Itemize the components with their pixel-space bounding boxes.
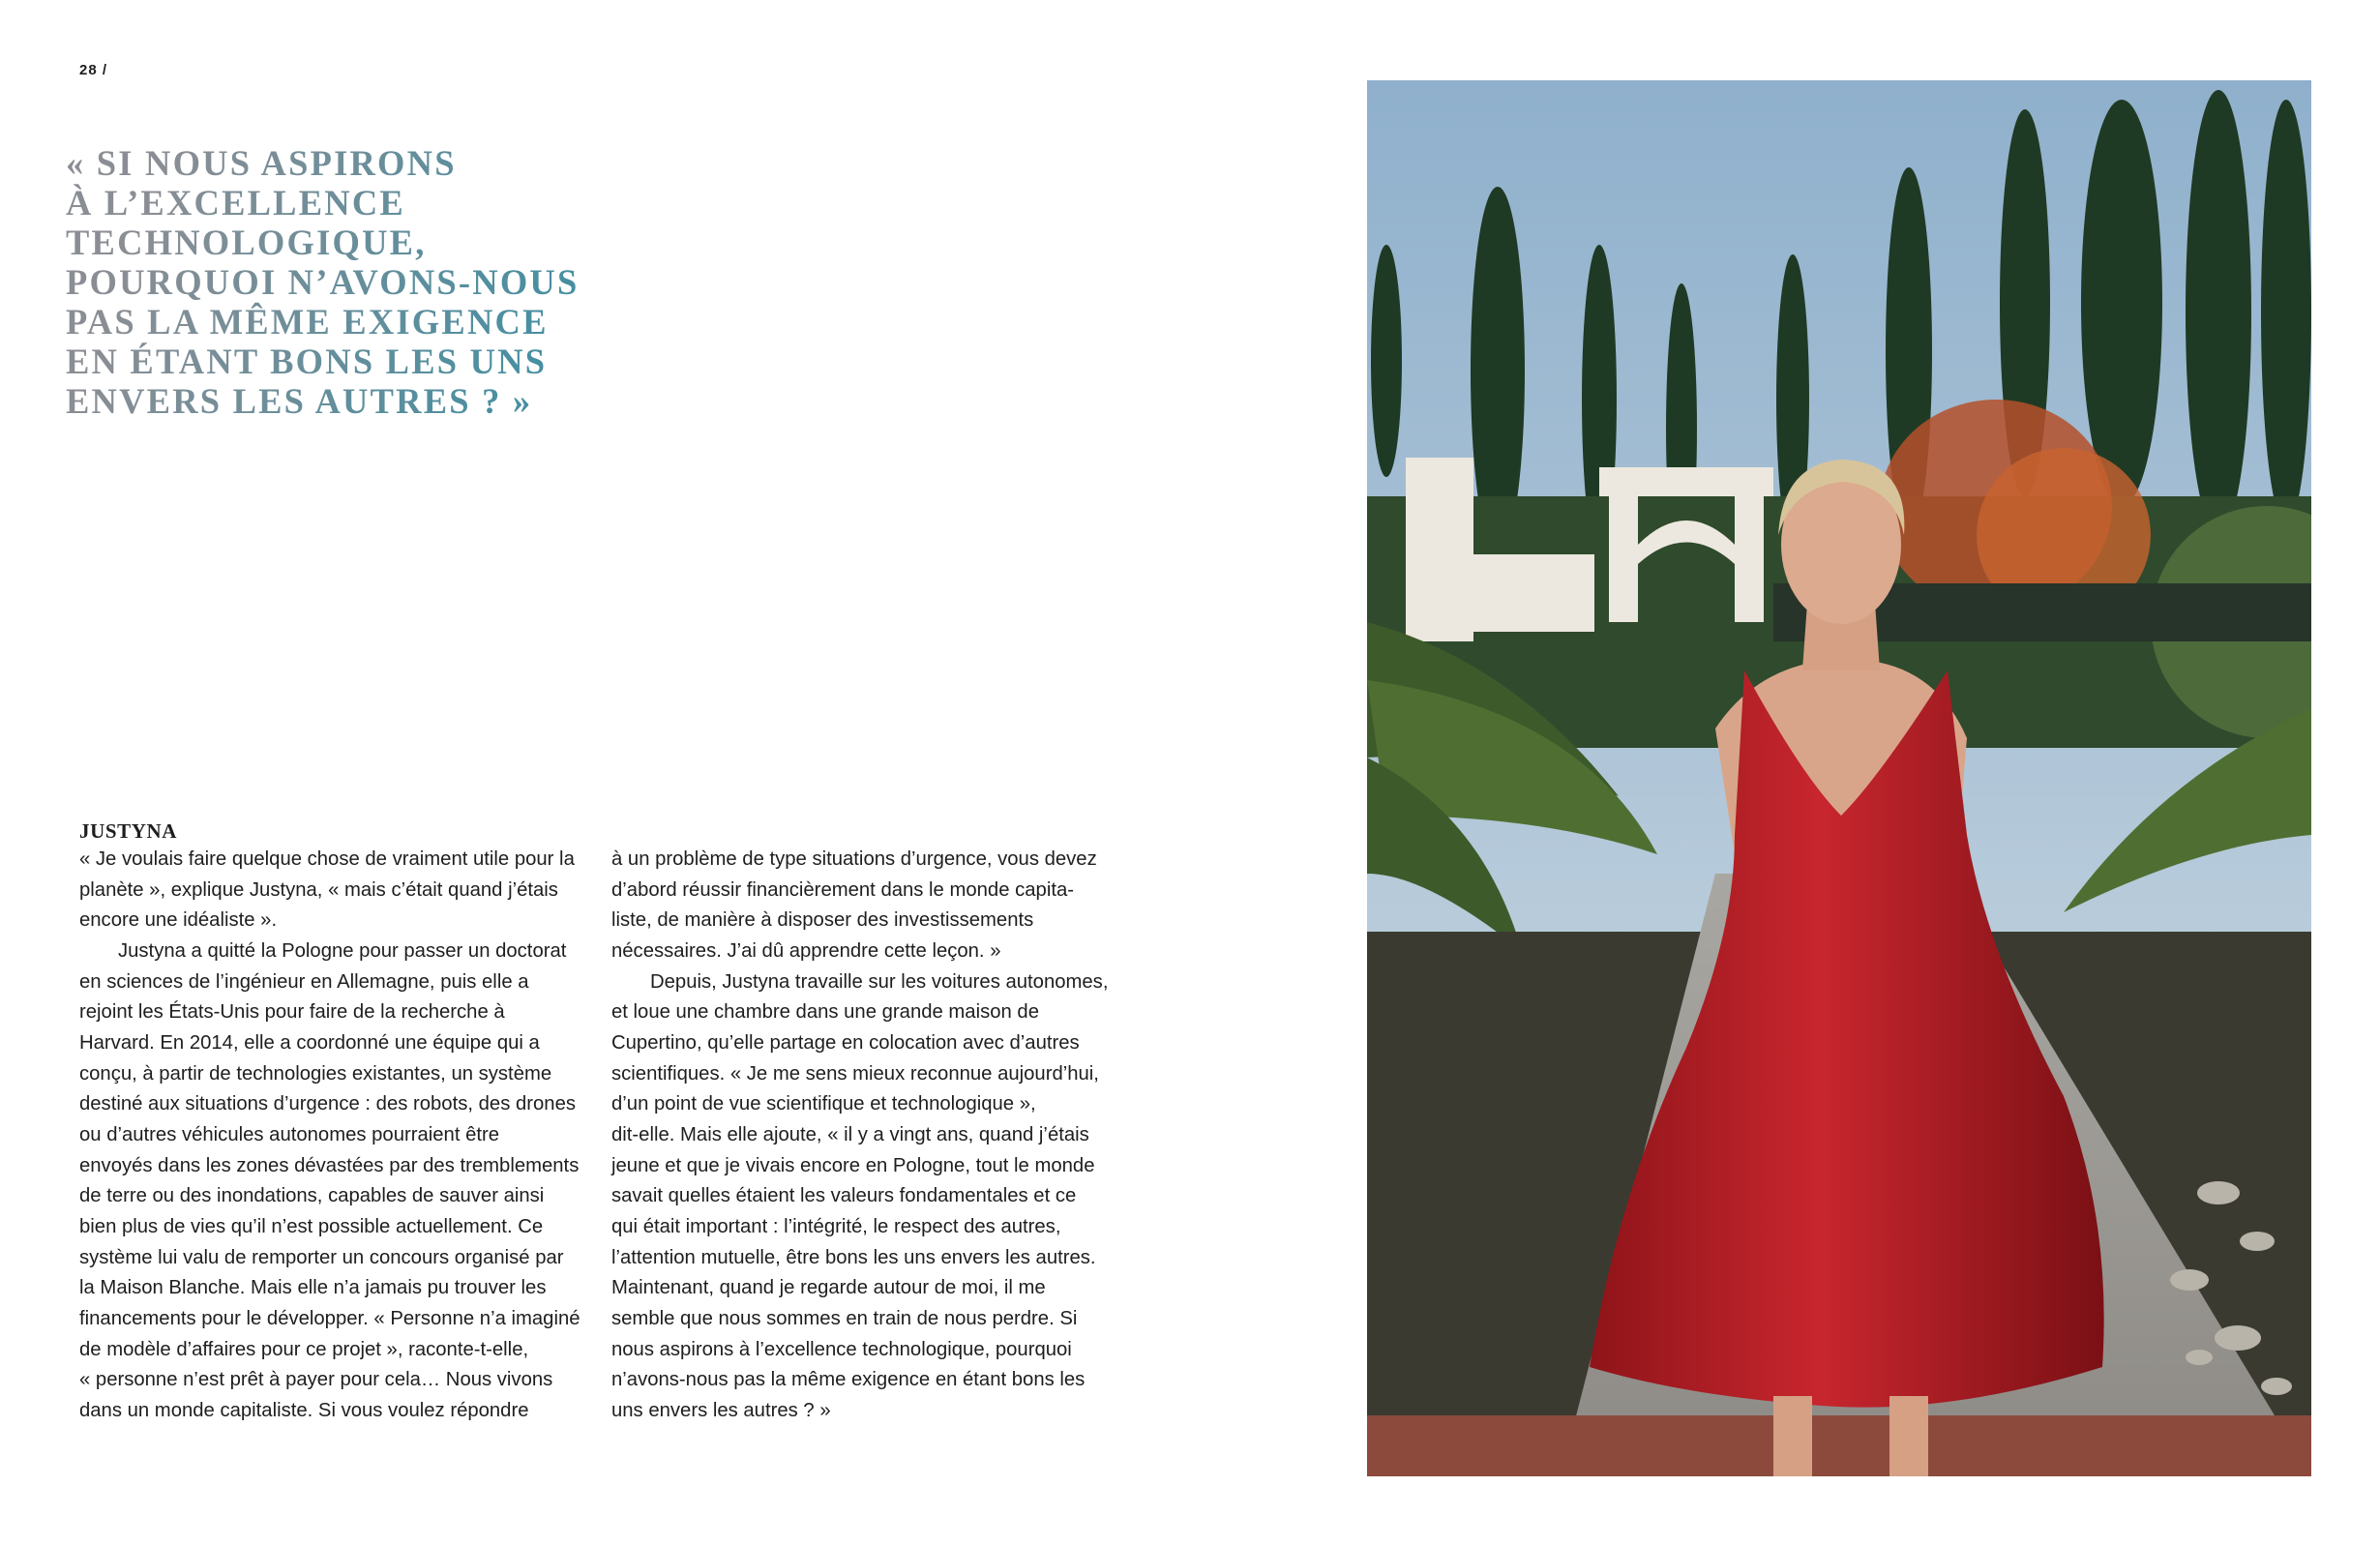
text-line: Maintenant, quand je regarde autour de moi, il me — [611, 1277, 1046, 1299]
text-line: l’attention mutuelle, être bons les uns envers les autres. — [611, 1246, 1096, 1268]
text-line: planète », explique Justyna, « mais c’était quand j’étais — [79, 878, 558, 901]
text-line: et loue une chambre dans une grande maison de — [611, 1001, 1039, 1024]
text-line: nécessaires. J’ai dû apprendre cette leçon. » — [611, 939, 1001, 962]
pull-quote — [66, 143, 685, 421]
text-line: rejoint les États-Unis pour faire de la recherche à — [79, 1001, 505, 1024]
text-line: jeune et que je vivais encore en Pologne, tout le monde — [611, 1154, 1095, 1176]
text-line: Harvard. En 2014, elle a coordonné une équipe qui a — [79, 1031, 540, 1054]
text-line: liste, de manière à disposer des investissements — [611, 909, 1034, 932]
text-line: Cupertino, qu’elle partage en colocation avec d’autres — [611, 1031, 1080, 1054]
pull-quote-line: PAS LA MÊME EXIGENCE — [66, 302, 549, 342]
text-line: de modèle d’affaires pour ce projet », raconte-t-elle, — [79, 1338, 529, 1360]
text-line: bien plus de vies qu’il n’est possible actuellement. Ce — [79, 1215, 544, 1237]
text-line: système lui valu de remporter un concours organisé par — [79, 1246, 564, 1268]
article-heading: JUSTYNA — [79, 819, 178, 843]
text-line: Depuis, Justyna travaille sur les voitures autonomes, — [650, 970, 1109, 993]
text-line: Justyna a quitté la Pologne pour passer un doctorat — [118, 939, 567, 962]
text-line: en sciences de l’ingénieur en Allemagne, puis elle a — [79, 970, 529, 993]
text-line: nous aspirons à l’excellence technologique, pourquoi — [611, 1338, 1072, 1360]
text-line: « Je voulais faire quelque chose de vraiment utile pour la — [79, 848, 575, 870]
text-line: envoyés dans les zones dévastées par des tremblements — [79, 1154, 580, 1176]
text-line: « personne n’est prêt à payer pour cela… Nous vivons — [79, 1369, 553, 1391]
pull-quote-line: ENVERS LES AUTRES ? » — [66, 381, 533, 421]
text-line: à un problème de type situations d’urgence, vous devez — [611, 848, 1097, 870]
text-line: financements pour le développer. « Personne n’a imaginé — [79, 1307, 580, 1329]
article-column-1 — [79, 845, 602, 1426]
text-line: semble que nous sommes en train de nous perdre. Si — [611, 1307, 1078, 1329]
article-column-2 — [611, 845, 1115, 1426]
pull-quote-line: À L’EXCELLENCE — [66, 183, 405, 223]
text-line: qui était important : l’intégrité, le respect des autres, — [611, 1215, 1061, 1237]
text-line: destiné aux situations d’urgence : des robots, des drones — [79, 1093, 576, 1115]
text-line: dans un monde capitaliste. Si vous voulez répondre — [79, 1399, 529, 1421]
pull-quote-line: POURQUOI N’AVONS-NOUS — [66, 262, 580, 302]
pull-quote-line: TECHNOLOGIQUE, — [66, 223, 427, 262]
portrait-photo — [1367, 80, 2311, 1476]
text-line: de terre ou des inondations, capables de sauver ainsi — [79, 1185, 545, 1207]
pull-quote-line: EN ÉTANT BONS LES UNS — [66, 342, 548, 381]
text-line: encore une idéaliste ». — [79, 909, 278, 932]
pull-quote-line: « SI NOUS ASPIRONS — [66, 143, 457, 183]
page-number: 28 / — [79, 62, 108, 78]
text-line: la Maison Blanche. Mais elle n’a jamais pu trouver les — [79, 1277, 547, 1299]
text-line: savait quelles étaient les valeurs fondamentales et ce — [611, 1185, 1077, 1207]
text-line: d’un point de vue scientifique et technologique », — [611, 1093, 1036, 1115]
text-line: scientifiques. « Je me sens mieux reconnue aujourd’hui, — [611, 1062, 1099, 1085]
text-line: dit-elle. Mais elle ajoute, « il y a vingt ans, quand j’étais — [611, 1123, 1089, 1145]
text-line: d’abord réussir financièrement dans le monde capita- — [611, 878, 1074, 901]
text-line: ou d’autres véhicules autonomes pourraient être — [79, 1123, 500, 1145]
text-line: conçu, à partir de technologies existantes, un système — [79, 1062, 552, 1085]
text-line: n’avons-nous pas la même exigence en étant bons les — [611, 1369, 1086, 1391]
text-line: uns envers les autres ? » — [611, 1399, 831, 1421]
